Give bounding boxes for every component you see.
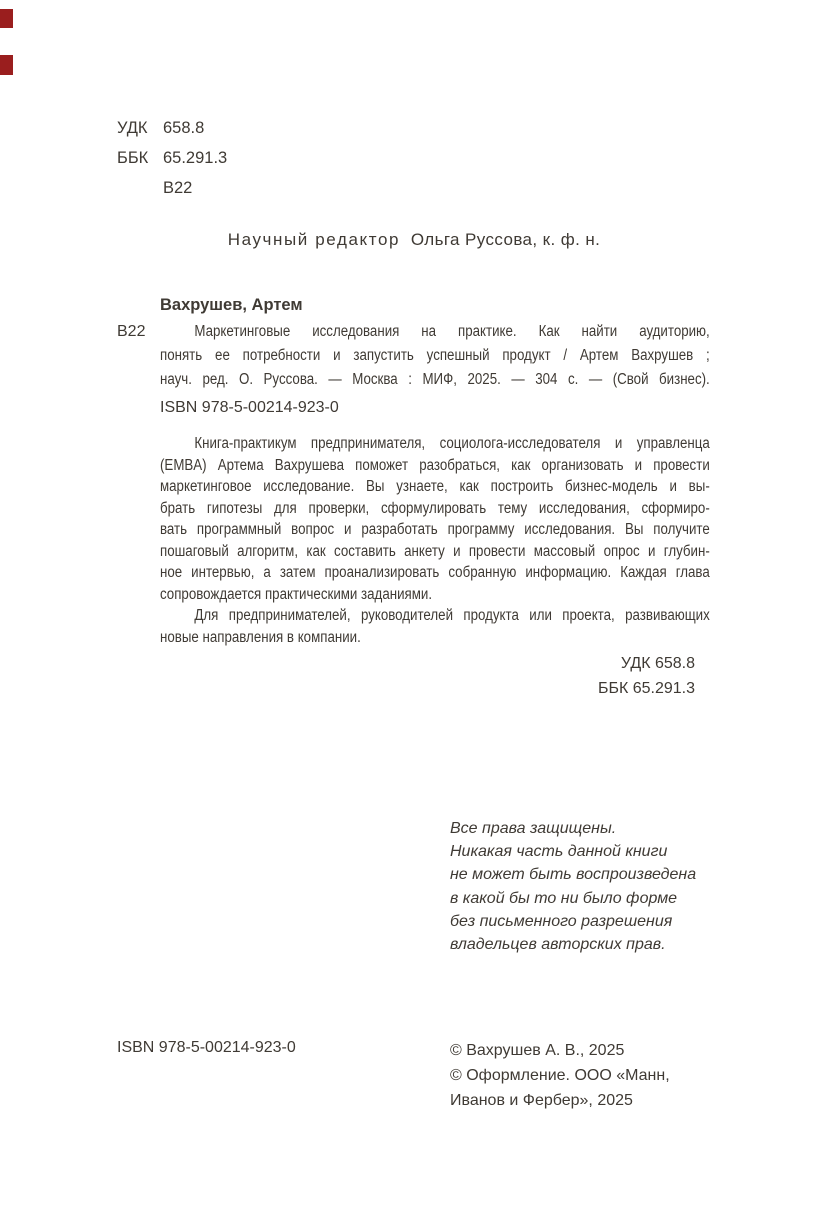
annotation-paragraph-2: [160, 605, 800, 648]
rights-notice-line: в какой бы то ни было форме: [450, 889, 678, 907]
catalog-card-line: понять ее потребности и запустить успешный продукт / Артем Вахрушев ;: [160, 347, 710, 364]
rights-notice-line: Никакая часть данной книги: [450, 843, 668, 861]
bbk-footer: ББК 65.291.3: [597, 680, 695, 697]
author-mark-spacer: [117, 173, 163, 203]
classification-block-top: [117, 113, 227, 203]
author-mark-margin: В22: [117, 323, 146, 340]
annotation-line: Книга-практикум предпринимателя, социолога-исследователя и управленца: [194, 435, 710, 452]
udk-value: 658.8: [163, 119, 205, 137]
editor-name: Ольга Руссова, к. ф. н.: [410, 230, 601, 249]
annotation-line: брать гипотезы для проверки, сформулировать тему исследования, сформиро-: [160, 499, 710, 517]
catalog-card-lines: [160, 320, 800, 392]
annotation: [160, 433, 800, 648]
annotation-line: (EMBA) Артема Вахрушева поможет разобраться, как организовать и провести: [160, 456, 710, 474]
copyright-block: [450, 1038, 670, 1113]
author-mark-row: [117, 173, 227, 203]
udk-footer: УДК 658.8: [620, 655, 695, 672]
annotation-line: вать программный вопрос и разработать программу исследования. Вы получите: [160, 521, 710, 538]
author-heading: Вахрушев, Артем: [160, 296, 303, 314]
red-registration-mark-bottom: [0, 55, 13, 75]
rights-notice: [450, 817, 696, 956]
footer-isbn: ISBN 978-5-00214-923-0: [117, 1039, 296, 1056]
annotation-line: Для предпринимателей, руководителей продукта или проекта, развивающих: [194, 607, 710, 624]
copyright-line: Иванов и Фербер», 2025: [450, 1092, 633, 1109]
catalog-card-line: науч. ред. О. Руссова. — Москва : МИФ, 2025. — 304 с. — (Свой бизнес).: [160, 371, 710, 388]
rights-notice-line: без письменного разрешения: [450, 912, 673, 930]
copyright-line: © Оформление. ООО «Манн,: [450, 1067, 670, 1084]
annotation-line: маркетинговое исследование. Вы узнаете, как построить бизнес-модель и вы-: [160, 478, 710, 495]
catalog-card: [117, 320, 800, 392]
annotation-line: пошаговый алгоритм, как составить анкету и провести массовый опрос и глубин-: [160, 542, 710, 560]
bbk-value: 65.291.3: [163, 149, 228, 167]
annotation-line: новые направления в компании.: [160, 628, 361, 646]
bbk-row: [117, 143, 227, 173]
annotation-line: ное интервью, а затем проанализировать собранную информацию. Каждая глава: [160, 564, 710, 581]
isbn-line: ISBN 978-5-00214-923-0: [160, 399, 339, 416]
bbk-label: ББК: [117, 149, 149, 167]
science-editor-line: [117, 230, 711, 250]
udk-row: [117, 113, 227, 143]
editor-role-label: Научный редактор: [227, 230, 401, 249]
red-registration-mark-top: [0, 9, 13, 28]
author-mark-top: В22: [163, 179, 193, 197]
annotation-paragraph-1: [160, 433, 800, 605]
catalog-card-line: Маркетинговые исследования на практике. Как найти аудиторию,: [194, 323, 710, 340]
classification-block-bottom: [598, 651, 695, 701]
rights-notice-line: владельцев авторских прав.: [450, 936, 666, 954]
rights-notice-line: не может быть воспроизведена: [450, 866, 697, 884]
udk-label: УДК: [117, 119, 148, 137]
copyright-line: © Вахрушев А. В., 2025: [450, 1042, 625, 1059]
annotation-line: сопровождается практическими заданиями.: [160, 585, 433, 603]
rights-notice-line: Все права защищены.: [450, 820, 617, 837]
